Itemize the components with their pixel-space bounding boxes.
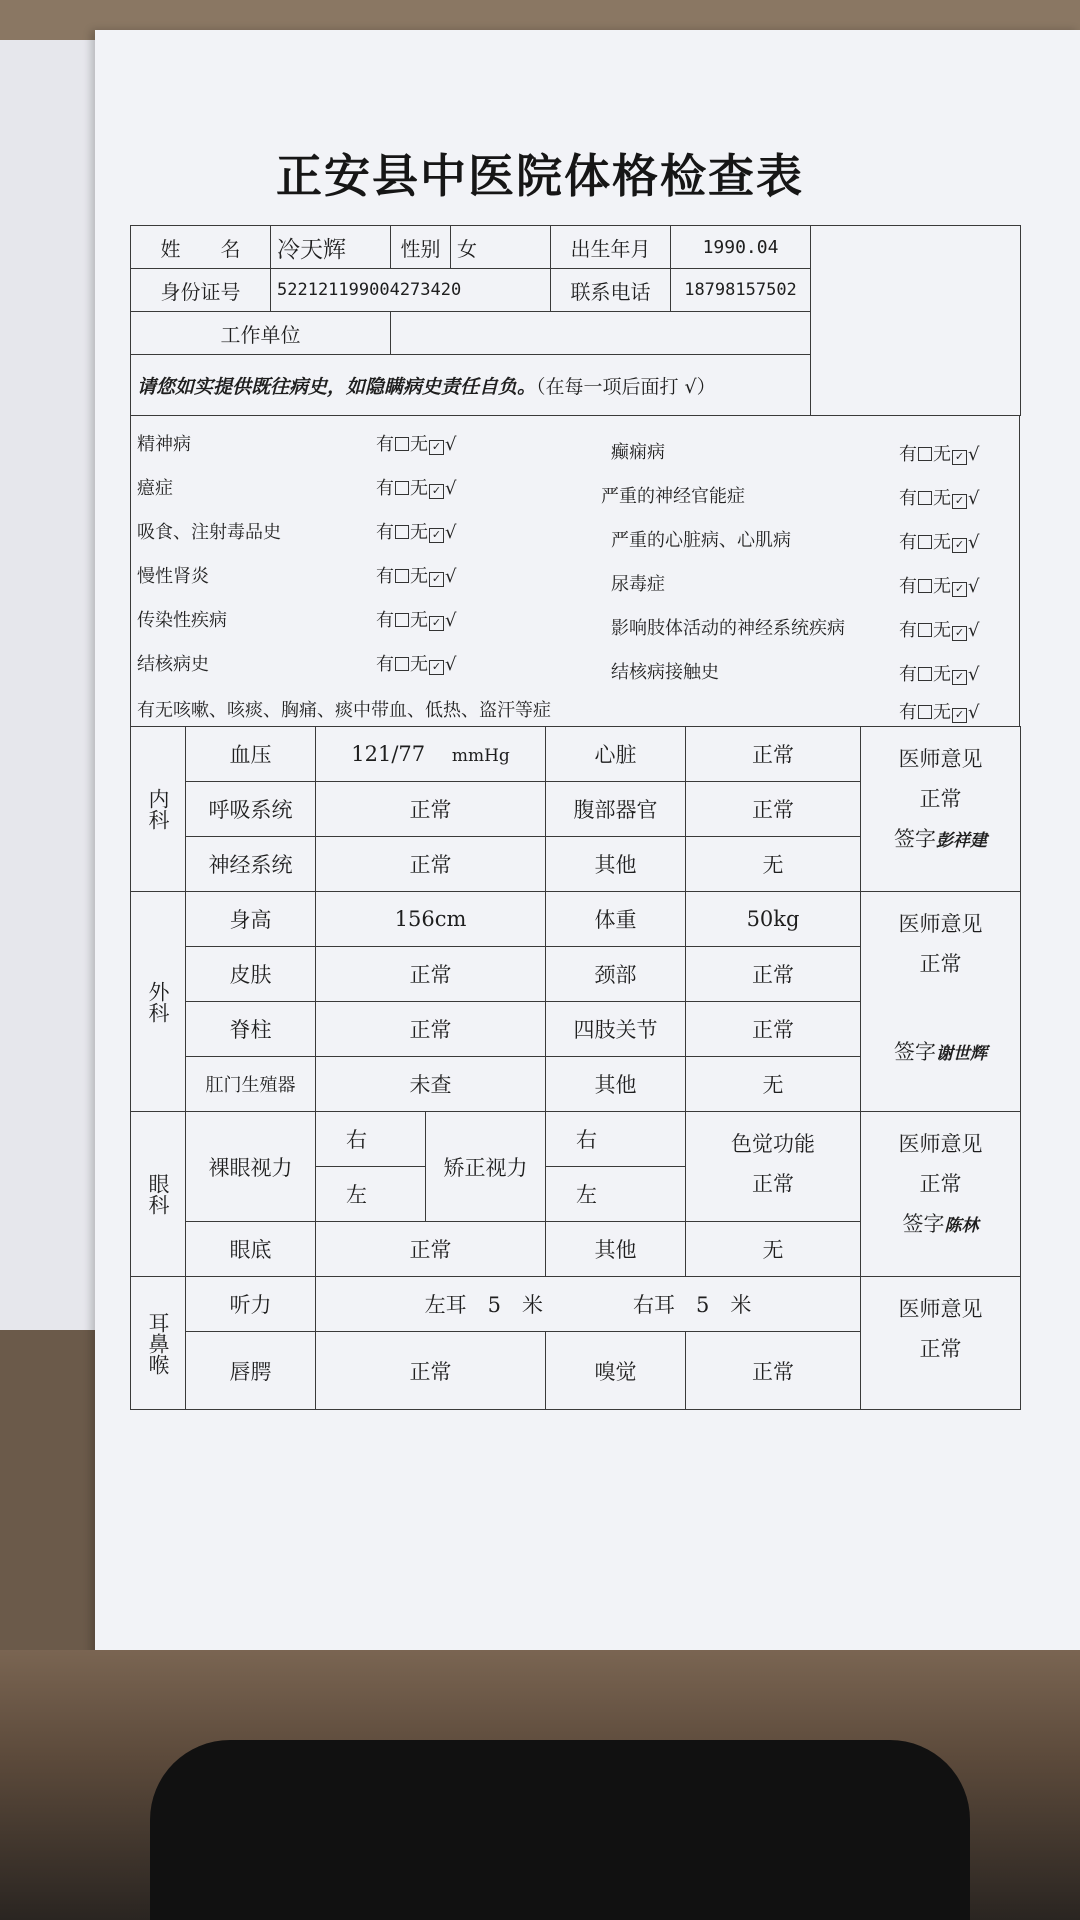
smell-value: 正常 xyxy=(686,1332,861,1410)
notice-instruction: （在每一项后面打 √） xyxy=(536,375,716,398)
naked-vision-label: 裸眼视力 xyxy=(186,1112,316,1222)
opt-yes: 有 xyxy=(899,702,917,723)
checkbox-no-checked: ✓ xyxy=(952,494,967,509)
history-right-3: 严重的心脏病、心肌病 xyxy=(611,530,791,551)
checkbox-no-checked: ✓ xyxy=(952,626,967,641)
bp-value: 121/77 xyxy=(351,742,426,766)
history-check-right-4 xyxy=(899,572,979,598)
checkbox-yes xyxy=(395,613,409,627)
checkbox-yes xyxy=(395,437,409,451)
opt-no: 无 xyxy=(933,488,951,509)
signature-text: 谢世辉 xyxy=(936,1044,988,1064)
opt-no: 无 xyxy=(410,566,428,587)
surgery-signature xyxy=(867,1032,1014,1074)
history-bottom: 有无咳嗽、咳痰、胸痛、痰中带血、低热、盗汗等症 xyxy=(137,700,551,721)
history-right-4: 尿毒症 xyxy=(611,574,665,595)
ent-opinion-label: 医师意见 xyxy=(898,1297,983,1321)
dob-label: 出生年月 xyxy=(551,226,671,269)
history-check-left-3 xyxy=(376,518,456,544)
basic-info-table xyxy=(130,225,1021,416)
medical-history-section xyxy=(130,416,1020,726)
photo-box xyxy=(811,226,1021,416)
checkbox-yes xyxy=(918,579,932,593)
exam-table xyxy=(130,726,1021,1410)
tick-mark: √ xyxy=(445,610,457,631)
resp-value: 正常 xyxy=(316,782,546,837)
opt-no: 无 xyxy=(410,478,428,499)
form-sheet xyxy=(130,225,1020,1485)
tick-mark: √ xyxy=(445,654,457,675)
hearing-value-cell xyxy=(316,1277,861,1332)
checkbox-yes xyxy=(918,623,932,637)
corrected-left-label: 左 xyxy=(546,1167,686,1222)
abd-value: 正常 xyxy=(686,782,861,837)
neck-value: 正常 xyxy=(686,947,861,1002)
ent-section-label: 耳鼻喉 xyxy=(131,1277,186,1410)
history-left-3: 吸食、注射毒品史 xyxy=(137,522,281,543)
opt-no: 无 xyxy=(410,654,428,675)
internal-opinion-value: 正常 xyxy=(919,787,962,811)
tick-mark: √ xyxy=(968,702,980,723)
history-left-1: 精神病 xyxy=(137,434,191,455)
gender-label: 性别 xyxy=(391,226,451,269)
hearing-left: 左耳 5 米 xyxy=(424,1293,543,1317)
id-value: 522121199004273420 xyxy=(271,269,551,312)
checkbox-no-checked: ✓ xyxy=(952,708,967,723)
opt-yes: 有 xyxy=(376,522,394,543)
surgery-other-label: 其他 xyxy=(546,1057,686,1112)
form-title: 正安县中医院体格检查表 xyxy=(276,149,804,203)
history-check-right-5 xyxy=(899,616,979,642)
checkbox-no-checked: ✓ xyxy=(429,440,444,455)
signature-text: 彭祥建 xyxy=(936,831,988,851)
checkbox-yes xyxy=(395,569,409,583)
spine-value: 正常 xyxy=(316,1002,546,1057)
lips-value: 正常 xyxy=(316,1332,546,1410)
opt-no: 无 xyxy=(410,434,428,455)
checkbox-no-checked: ✓ xyxy=(952,538,967,553)
work-label: 工作单位 xyxy=(131,312,391,355)
tick-mark: √ xyxy=(445,478,457,499)
surgery-opinion-value: 正常 xyxy=(919,952,962,976)
height-value: 156cm xyxy=(316,892,546,947)
eye-signature xyxy=(867,1204,1014,1246)
neuro-label: 神经系统 xyxy=(186,837,316,892)
opt-no: 无 xyxy=(933,532,951,553)
eye-opinion-value: 正常 xyxy=(919,1172,962,1196)
opt-yes: 有 xyxy=(376,654,394,675)
hearing-label: 听力 xyxy=(186,1277,316,1332)
name-value: 冷天辉 xyxy=(271,226,391,269)
internal-opinion-cell xyxy=(861,727,1021,892)
opt-no: 无 xyxy=(933,444,951,465)
history-left-5: 传染性疾病 xyxy=(137,610,227,631)
work-value xyxy=(391,312,811,355)
heart-label: 心脏 xyxy=(546,727,686,782)
history-check-bottom xyxy=(899,698,979,724)
tick-mark: √ xyxy=(445,434,457,455)
checkbox-yes xyxy=(918,705,932,719)
signature-text: 陈林 xyxy=(944,1216,979,1236)
checkbox-yes xyxy=(395,481,409,495)
tick-mark: √ xyxy=(968,620,980,641)
sign-label: 签字 xyxy=(894,1040,937,1064)
history-check-right-1 xyxy=(899,440,979,466)
history-check-right-2 xyxy=(899,484,979,510)
history-check-left-2 xyxy=(376,474,456,500)
history-check-right-3 xyxy=(899,528,979,554)
opt-yes: 有 xyxy=(899,664,917,685)
notice-main: 请您如实提供既往病史，如隐瞒病史责任自负。 xyxy=(137,375,537,398)
bp-label: 血压 xyxy=(186,727,316,782)
opt-yes: 有 xyxy=(899,576,917,597)
history-check-left-1 xyxy=(376,430,456,456)
eye-section-label: 眼科 xyxy=(131,1112,186,1277)
abd-label: 腹部器官 xyxy=(546,782,686,837)
id-label: 身份证号 xyxy=(131,269,271,312)
checkbox-yes xyxy=(918,667,932,681)
dark-fabric xyxy=(150,1740,970,1920)
height-label: 身高 xyxy=(186,892,316,947)
limbs-label: 四肢关节 xyxy=(546,1002,686,1057)
resp-label: 呼吸系统 xyxy=(186,782,316,837)
sign-label: 签字 xyxy=(902,1212,945,1236)
checkbox-no-checked: ✓ xyxy=(429,484,444,499)
heart-value: 正常 xyxy=(686,727,861,782)
checkbox-no-checked: ✓ xyxy=(952,450,967,465)
eye-other-value: 无 xyxy=(686,1222,861,1277)
opt-yes: 有 xyxy=(899,532,917,553)
checkbox-yes xyxy=(918,491,932,505)
opt-no: 无 xyxy=(933,620,951,641)
tick-mark: √ xyxy=(968,576,980,597)
internal-section-label: 内科 xyxy=(131,727,186,892)
surgery-section-label: 外科 xyxy=(131,892,186,1112)
weight-label: 体重 xyxy=(546,892,686,947)
checkbox-no-checked: ✓ xyxy=(952,670,967,685)
dob-value: 1990.04 xyxy=(671,226,811,269)
opt-no: 无 xyxy=(410,522,428,543)
neck-label: 颈部 xyxy=(546,947,686,1002)
eye-opinion-cell xyxy=(861,1112,1021,1277)
checkbox-yes xyxy=(395,525,409,539)
surgery-other-value: 无 xyxy=(686,1057,861,1112)
background-bottom xyxy=(0,1650,1080,1920)
internal-other-value: 无 xyxy=(686,837,861,892)
checkbox-yes xyxy=(918,447,932,461)
opt-yes: 有 xyxy=(899,488,917,509)
smell-label: 嗅觉 xyxy=(546,1332,686,1410)
opt-yes: 有 xyxy=(376,566,394,587)
limbs-value: 正常 xyxy=(686,1002,861,1057)
skin-label: 皮肤 xyxy=(186,947,316,1002)
neuro-value: 正常 xyxy=(316,837,546,892)
checkbox-no-checked: ✓ xyxy=(429,660,444,675)
ent-opinion-value: 正常 xyxy=(919,1337,962,1361)
fundus-label: 眼底 xyxy=(186,1222,316,1277)
naked-left-label: 左 xyxy=(316,1167,426,1222)
phone-value: 18798157502 xyxy=(671,269,811,312)
history-right-1: 癫痫病 xyxy=(611,442,665,463)
weight-value: 50kg xyxy=(686,892,861,947)
tick-mark: √ xyxy=(968,532,980,553)
opt-no: 无 xyxy=(933,702,951,723)
opt-no: 无 xyxy=(933,664,951,685)
opt-yes: 有 xyxy=(376,434,394,455)
tick-mark: √ xyxy=(968,444,980,465)
checkbox-yes xyxy=(918,535,932,549)
corrected-vision-label: 矫正视力 xyxy=(426,1112,546,1222)
anal-label: 肛门生殖器 xyxy=(186,1057,316,1112)
history-check-left-5 xyxy=(376,606,456,632)
bp-value-cell xyxy=(316,727,546,782)
color-vision-label: 色觉功能 xyxy=(731,1132,816,1156)
opt-no: 无 xyxy=(410,610,428,631)
opt-yes: 有 xyxy=(376,610,394,631)
naked-right-label: 右 xyxy=(316,1112,426,1167)
history-right-5: 影响肢体活动的神经系统疾病 xyxy=(611,618,845,639)
history-check-right-6 xyxy=(899,660,979,686)
surgery-opinion-cell xyxy=(861,892,1021,1112)
spine-label: 脊柱 xyxy=(186,1002,316,1057)
skin-value: 正常 xyxy=(316,947,546,1002)
color-vision-cell xyxy=(686,1112,861,1222)
history-check-left-4 xyxy=(376,562,456,588)
ent-opinion-cell xyxy=(861,1277,1021,1410)
tick-mark: √ xyxy=(445,522,457,543)
eye-other-label: 其他 xyxy=(546,1222,686,1277)
opt-yes: 有 xyxy=(899,620,917,641)
checkbox-no-checked: ✓ xyxy=(429,572,444,587)
opt-no: 无 xyxy=(933,576,951,597)
eye-opinion-label: 医师意见 xyxy=(898,1132,983,1156)
phone-label: 联系电话 xyxy=(551,269,671,312)
anal-value: 未查 xyxy=(316,1057,546,1112)
tick-mark: √ xyxy=(445,566,457,587)
opt-yes: 有 xyxy=(376,478,394,499)
color-vision-value: 正常 xyxy=(752,1172,795,1196)
checkbox-yes xyxy=(395,657,409,671)
notice-text xyxy=(131,355,811,416)
corrected-right-label: 右 xyxy=(546,1112,686,1167)
history-left-6: 结核病史 xyxy=(137,654,209,675)
history-left-2: 癔症 xyxy=(137,478,173,499)
internal-opinion-label: 医师意见 xyxy=(898,747,983,771)
internal-signature xyxy=(867,819,1014,861)
tick-mark: √ xyxy=(968,488,980,509)
history-right-2: 严重的神经官能症 xyxy=(601,486,745,507)
internal-other-label: 其他 xyxy=(546,837,686,892)
history-left-4: 慢性肾炎 xyxy=(137,566,209,587)
checkbox-no-checked: ✓ xyxy=(952,582,967,597)
lips-label: 唇腭 xyxy=(186,1332,316,1410)
checkbox-no-checked: ✓ xyxy=(429,616,444,631)
sign-label: 签字 xyxy=(894,827,937,851)
gender-value: 女 xyxy=(451,226,551,269)
name-label: 姓 名 xyxy=(131,226,271,269)
checkbox-no-checked: ✓ xyxy=(429,528,444,543)
tick-mark: √ xyxy=(968,664,980,685)
history-check-left-6 xyxy=(376,650,456,676)
history-right-6: 结核病接触史 xyxy=(611,662,719,683)
fundus-value: 正常 xyxy=(316,1222,546,1277)
surgery-opinion-label: 医师意见 xyxy=(898,912,983,936)
bp-unit: mmHg xyxy=(451,746,510,766)
opt-yes: 有 xyxy=(899,444,917,465)
hearing-right: 右耳 5 米 xyxy=(633,1293,752,1317)
spacer xyxy=(867,984,1014,1032)
